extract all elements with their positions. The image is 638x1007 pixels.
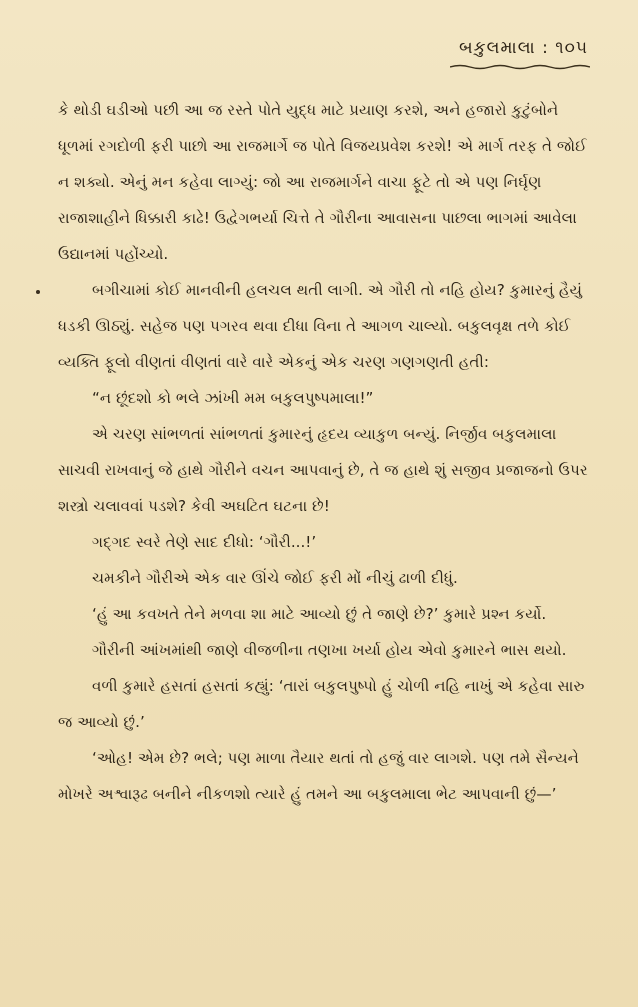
paragraph: બગીચામાં કોઈ માનવીની હલચલ થતી લાગી. એ ગૌરી તો નહિ હોય? કુમારનું હૈયું ધડકી ઊઠ્યું. સહેજ પણ પગરવ થવા દીધા વિના તે આગળ ચાલ્યો. બકુલવૃક્ષ તળે કોઈ વ્યક્તિ ફૂલો વીણતાં વીણતાં વારે વારે એકનું એક ચરણ ગણગણતી હતી: [58, 281, 583, 371]
body-text [58, 92, 598, 812]
paragraph: વળી કુમારે હસતાં હસતાં કહ્યું: ‘તારાં બકુલપુષ્પો હું ચોળી નહિ નાખું એ કહેવા સારુ જ આવ્યો છું.’ [58, 677, 585, 731]
header-rule [450, 64, 590, 70]
margin-mark [36, 290, 40, 294]
paragraph: ‘ઓહ! એમ છે? ભલે; પણ માળા તૈયાર થતાં તો હજું વાર લાગશે. પણ તમે સૈન્યને મોખરે અશ્વારૂઢ બનીને નીકળશો ત્યારે હું તમને આ બકુલમાલા ભેટ આપવાની છું—’ [58, 749, 579, 803]
quoted-verse: “ન છૂંદશો કો ભલે ઝાંખી મમ બકુલપુષ્પમાલા!” [92, 389, 374, 407]
paragraph: ચમકીને ગૌરીએ એક વાર ઊંચે જોઈ ફરી મોં નીચું ઢાળી દીધું. [92, 569, 458, 587]
running-header: બકુલમાલા : ૧૦૫ [459, 38, 588, 58]
paragraph: ‘હું આ કવખતે તેને મળવા શા માટે આવ્યો છું તે જાણે છે?’ કુમારે પ્રશ્ન કર્યો. [92, 605, 547, 623]
paragraph: એ ચરણ સાંભળતાં સાંભળતાં કુમારનું હૃદય વ્યાકુળ બન્યું. નિર્જીવ બકુલમાલા સાચવી રાખવાનું જે હાથે ગૌરીને વચન આપવાનું છે, તે જ હાથે શું સજીવ પ્રજાજનો ઉપર શસ્ત્રો ચલાવવાં પડશે? કેવી અઘટિત ઘટના છે! [58, 425, 588, 515]
paragraph: ગૌરીની આંખમાંથી જાણે વીજળીના તણખા ખર્યા હોય એવો કુમારને ભાસ થયો. [92, 641, 567, 659]
paragraph: ગદ્ગદ સ્વરે તેણે સાદ દીધો: ‘ગૌરી...!’ [92, 533, 317, 551]
paragraph: કે થોડી ઘડીઓ પછી આ જ રસ્તે પોતે યુદ્ધ માટે પ્રયાણ કરશે, અને હજારો કુટુંબોને ધૂળમાં રગદોળી ફરી પાછો આ રાજમાર્ગે જ પોતે વિજયપ્રવેશ કરશે! એ માર્ગ તરફ તે જોઈ ન શક્યો. એનું મન કહેવા લાગ્યું: જો આ રાજમાર્ગને વાચા ફૂટે તો એ પણ નિર્ઘૃણ રાજાશાહીને ધિક્કારી કાઢે! ઉદ્વેગભર્યા ચિત્તે તે ગૌરીના આવાસના પાછલા ભાગમાં આવેલા ઉદ્યાનમાં પહોંચ્યો. [58, 101, 587, 263]
